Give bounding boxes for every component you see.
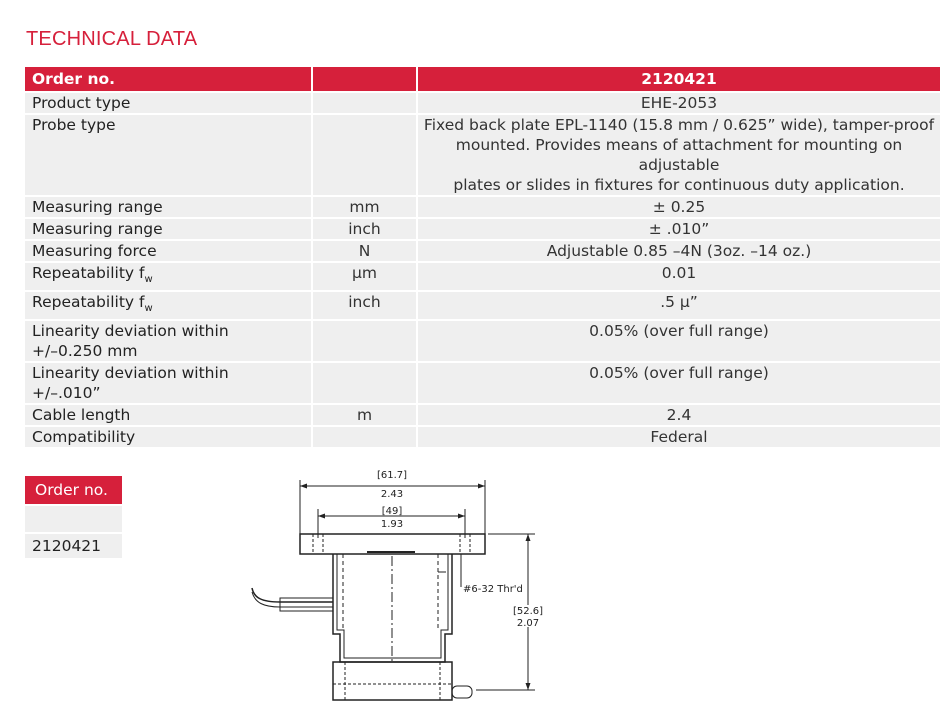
label-line: Linearity deviation within (32, 322, 229, 340)
order-box-spacer (25, 504, 122, 532)
technical-data-table (25, 67, 940, 447)
label-line: +/–.010” (32, 384, 101, 402)
row-unit (312, 114, 417, 196)
section-title: TECHNICAL DATA (26, 28, 198, 50)
row-value: 0.05% (over full range) (417, 320, 940, 362)
order-box-value: 2120421 (25, 532, 122, 558)
row-unit: mm (312, 196, 417, 218)
value-line: mounted. Provides means of attachment for mounting on adjustable (455, 136, 903, 174)
row-unit (312, 320, 417, 362)
row-label (25, 362, 312, 404)
row-unit (312, 362, 417, 404)
arrowhead (318, 514, 325, 519)
value-line: Fixed back plate EPL-1140 (15.8 mm / 0.625” wide), tamper-proof (423, 116, 935, 134)
label-line: +/–0.250 mm (32, 342, 138, 360)
order-box-header: Order no. (25, 476, 122, 504)
row-value: EHE-2053 (417, 92, 940, 114)
row-label: Measuring range (25, 218, 312, 240)
cable (252, 592, 333, 607)
arrowhead (526, 534, 531, 541)
row-label (25, 320, 312, 362)
value-line: plates or slides in fixtures for continuous duty application. (453, 176, 905, 194)
dim-inner-in: 1.93 (380, 519, 404, 530)
table-row (25, 404, 940, 426)
label-line: Linearity deviation within (32, 364, 229, 382)
row-value: 2.4 (417, 404, 940, 426)
header-label: Order no. (25, 67, 312, 92)
order-number-box (25, 476, 122, 558)
arrowhead (478, 484, 485, 489)
row-unit: µm (312, 262, 417, 291)
thread-note: #6-32 Thr'd (463, 584, 523, 595)
table-row (25, 320, 940, 362)
row-value: Adjustable 0.85 –4N (3oz. –14 oz.) (417, 240, 940, 262)
row-unit: inch (312, 218, 417, 240)
table-row (25, 291, 940, 320)
row-label: Repeatability $f_w$ (25, 291, 312, 320)
row-label: Product type (25, 92, 312, 114)
row-label: Measuring force (25, 240, 312, 262)
row-label: Probe type (25, 114, 312, 196)
table-row (25, 218, 940, 240)
dim-outer-in: 2.43 (380, 489, 404, 500)
label-subscript: w (144, 274, 153, 285)
table-row (25, 426, 940, 447)
row-value: 0.01 (417, 262, 940, 291)
row-value: 0.05% (over full range) (417, 362, 940, 404)
row-value: ± .010” (417, 218, 940, 240)
row-value (417, 114, 940, 196)
cable (252, 588, 333, 602)
dim-height-mm: [52.6] (512, 606, 544, 617)
row-unit: inch (312, 291, 417, 320)
row-value: Federal (417, 426, 940, 447)
table-header-row (25, 67, 940, 92)
table-row (25, 362, 940, 404)
row-value: ± 0.25 (417, 196, 940, 218)
table-row (25, 92, 940, 114)
row-value: .5 µ” (417, 291, 940, 320)
dim-inner-mm: [49] (381, 506, 403, 517)
table-row (25, 262, 940, 291)
dim-outer-mm: [61.7] (376, 470, 408, 481)
probe-technical-drawing (240, 462, 560, 707)
table-row (25, 196, 940, 218)
arrowhead (526, 683, 531, 690)
row-unit (312, 92, 417, 114)
row-unit (312, 426, 417, 447)
connector-nub (452, 686, 472, 698)
arrowhead (458, 514, 465, 519)
row-label: Measuring range (25, 196, 312, 218)
row-label: Compatibility (25, 426, 312, 447)
table-row (25, 114, 940, 196)
dim-height-in: 2.07 (516, 618, 540, 629)
bottom-block (333, 662, 452, 700)
label-subscript: w (144, 303, 153, 314)
table-row (25, 240, 940, 262)
row-unit: m (312, 404, 417, 426)
arrowhead (300, 484, 307, 489)
row-unit: N (312, 240, 417, 262)
header-order-number: 2120421 (417, 67, 940, 92)
cable-strain-relief (280, 598, 333, 611)
row-label: Repeatability $f_w$ (25, 262, 312, 291)
row-label: Cable length (25, 404, 312, 426)
header-unit (312, 67, 417, 92)
